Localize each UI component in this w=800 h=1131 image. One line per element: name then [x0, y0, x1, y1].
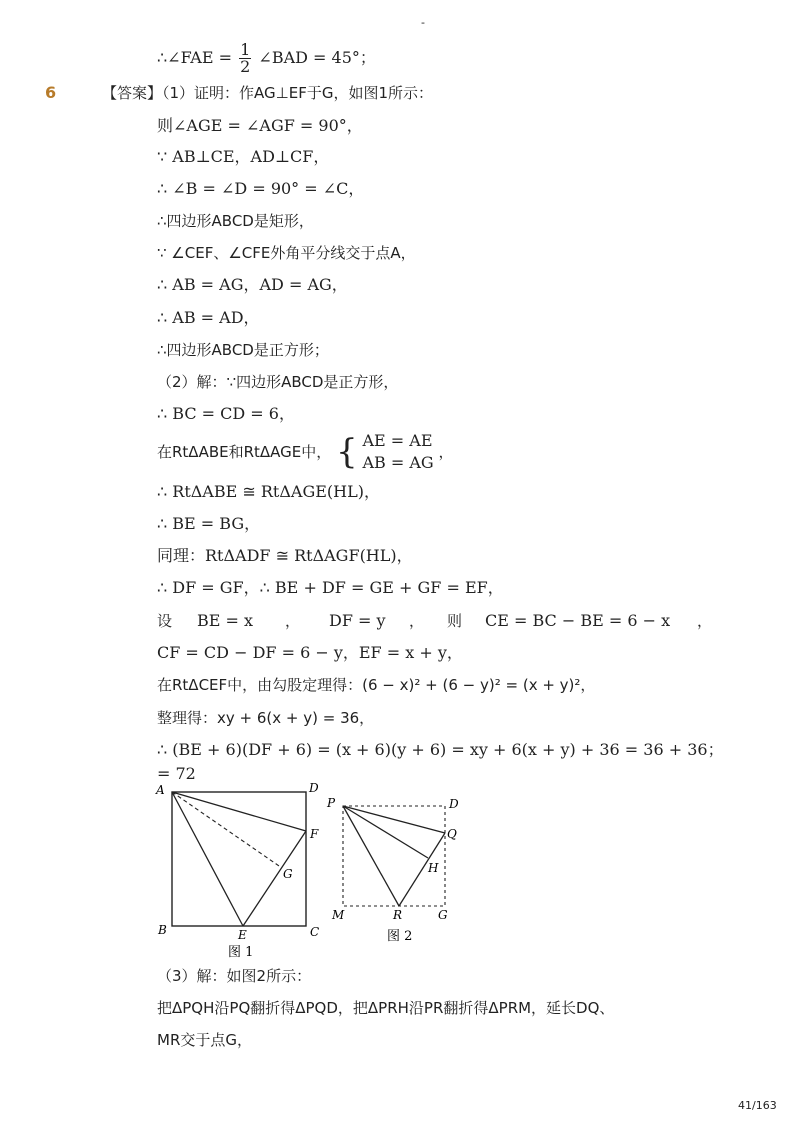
- let-comma-2: ，: [409, 612, 425, 630]
- figure-1-diagram: [150, 778, 330, 960]
- let-comma-1: ，: [285, 612, 301, 630]
- point-label-r: R: [393, 908, 403, 922]
- point-label-h: H: [428, 861, 439, 875]
- system-prefix: 在RtΔABE和RtΔAGE中，: [157, 443, 332, 461]
- figure-2-caption: 图 2: [387, 929, 413, 944]
- solution-line: 同理：RtΔADF ≅ RtΔAGF(HL)，: [157, 546, 413, 565]
- point-label-a: A: [156, 783, 165, 797]
- figure-1: [150, 778, 330, 960]
- segment-ag-dashed: [172, 792, 282, 868]
- square-pdgm-dashed: [343, 806, 445, 906]
- point-label-d: D: [449, 797, 459, 811]
- solution-line: ∴ BE = BG，: [157, 514, 261, 533]
- system-row-1: AE = AE: [362, 431, 433, 450]
- solution-line: 把ΔPQH沿PQ翻折得ΔPQD，把ΔPRH沿PR翻折得ΔPRM，延长DQ、: [157, 999, 615, 1017]
- segment-ph: [343, 806, 428, 858]
- solution-line: 整理得：xy + 6(x + y) = 36，: [157, 709, 375, 727]
- solution-line: ∴ DF = GF，∴ BE + DF = GE + GF = EF，: [157, 578, 504, 597]
- fraction-denominator: 2: [240, 57, 251, 76]
- let-word: 设: [157, 612, 173, 630]
- point-label-g: G: [283, 867, 293, 881]
- let-be: BE = x: [197, 611, 254, 630]
- solution-line: ∴ BC = CD = 6，: [157, 404, 295, 423]
- solution-line: CF = CD − DF = 6 − y，EF = x + y，: [157, 643, 463, 662]
- point-label-m: M: [332, 908, 345, 922]
- system-suffix: ，: [438, 443, 454, 461]
- solution-line: 则∠AGE = ∠AGF = 90°，: [157, 116, 363, 135]
- solution-line: ∵ AB⊥CE，AD⊥CF，: [157, 147, 330, 166]
- solution-line: ∴ AB = AG，AD = AG，: [157, 275, 348, 294]
- figure-2-diagram: [325, 790, 470, 950]
- solution-line: ∴ (BE + 6)(DF + 6) = (x + 6)(y + 6) = xy + 6(x + y) + 36 = 36 + 36；: [157, 740, 724, 759]
- fraction-numerator: 1: [240, 40, 251, 59]
- answer-heading: 【答案】（1）证明：作AG⊥EF于G，如图1所示：: [102, 84, 434, 102]
- point-label-q: Q: [447, 827, 457, 841]
- fraction-half: [239, 42, 251, 75]
- solution-line: 在RtΔCEF中，由勾股定理得：(6 − x)² + (6 − y)² = (x + y)²，: [157, 676, 596, 694]
- page-number: 41/163: [738, 1099, 777, 1112]
- question-number: 6: [45, 83, 57, 102]
- solution-line: ∴ ∠B = ∠D = 90° = ∠C，: [157, 179, 365, 198]
- solution-line: （2）解：∵四边形ABCD是正方形，: [157, 373, 399, 391]
- solution-line: ∴ AB = AD，: [157, 308, 260, 327]
- header-mark: -: [421, 16, 425, 29]
- solution-line: ∵ ∠CEF、∠CFE外角平分线交于点A，: [157, 244, 416, 262]
- segment-pq: [343, 806, 445, 833]
- segment-af: [172, 792, 306, 831]
- left-brace: {: [336, 432, 358, 472]
- point-label-p: P: [327, 796, 336, 810]
- system-rows: [362, 430, 433, 474]
- solution-line: （3）解：如图2所示：: [157, 967, 312, 985]
- point-label-e: E: [238, 928, 247, 942]
- system-row-2: AB = AG: [362, 453, 434, 472]
- line-fae-prefix: ∴∠FAE =: [157, 48, 233, 67]
- let-comma-3: ，: [697, 612, 713, 630]
- figure-2: [325, 790, 470, 950]
- solution-line: ∴ RtΔABE ≅ RtΔAGE(HL)，: [157, 482, 380, 501]
- equation-system: [336, 430, 434, 474]
- figure-1-caption: 图 1: [228, 945, 254, 960]
- let-df: DF = y: [329, 611, 386, 630]
- system-line: [157, 430, 454, 474]
- point-label-c: C: [310, 925, 320, 939]
- point-label-b: B: [158, 923, 167, 937]
- segment-ae: [172, 792, 243, 926]
- point-label-g: G: [438, 908, 448, 922]
- segment-pr: [343, 806, 399, 906]
- segment-ef: [243, 831, 306, 926]
- let-ce: CE = BC − BE = 6 − x: [485, 611, 671, 630]
- solution-line: ∴四边形ABCD是矩形，: [157, 212, 314, 230]
- solution-line: ∴四边形ABCD是正方形；: [157, 341, 329, 359]
- point-label-f: F: [310, 827, 319, 841]
- line-fae-suffix: ∠BAD = 45°；: [258, 48, 376, 67]
- point-label-d: D: [309, 781, 319, 795]
- solution-line: = 72: [157, 764, 196, 783]
- line-fae: [157, 42, 376, 75]
- solution-line: MR交于点G，: [157, 1031, 252, 1049]
- then-word: 则: [447, 612, 463, 630]
